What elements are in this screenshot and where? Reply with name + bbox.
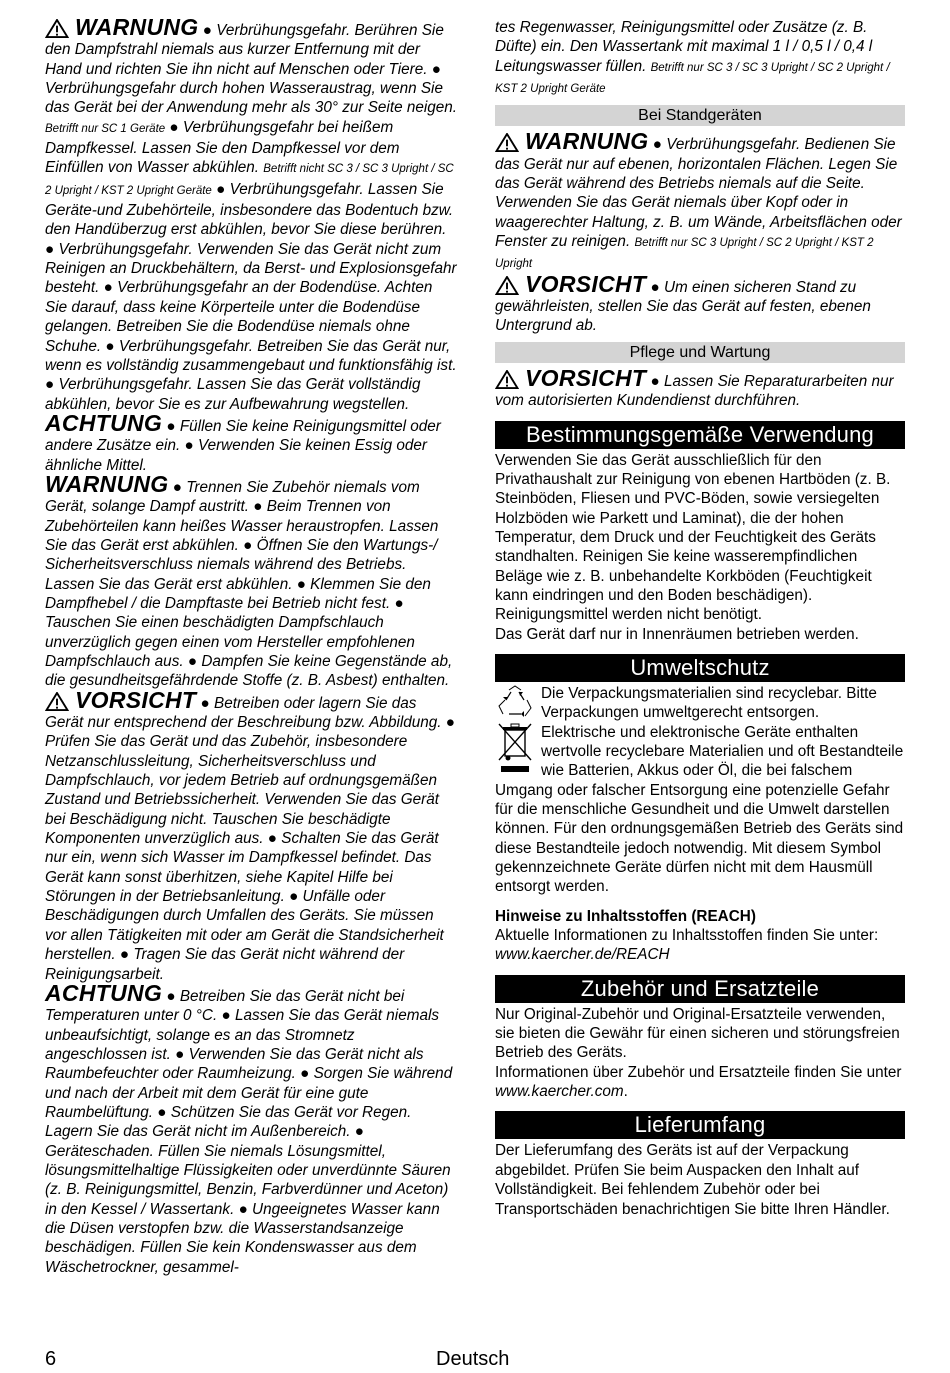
section-heading-care: Pflege und Wartung <box>495 342 905 363</box>
continued-text: tes Regenwasser, Reinigungsmittel oder Zusätze (z. B. Düfte) ein. Den Wassertank mit maximal 1 l / 0,5 l / 0,4 l Leitungswasser füllen. <box>495 19 873 75</box>
scope-of-delivery-text: Der Lieferumfang des Geräts ist auf der Verpackung abgebildet. Prüfen Sie beim Auspacken den Inhalt auf Vollständigkeit. Bei fehlendem Zubehör oder bei Transportschäden benachrichtigen Sie bitte Ihren Händler. <box>495 1142 890 1218</box>
section-heading-scope-of-delivery: Lieferumfang <box>495 1111 905 1139</box>
warning-triangle-icon <box>45 692 69 711</box>
intended-use-text-3: Das Gerät darf nur in Innenräumen betrieben werden. <box>495 625 859 643</box>
accessories-info-paragraph <box>495 1063 905 1102</box>
recycle-icon <box>495 684 535 722</box>
page-number: 6 <box>45 1348 57 1370</box>
attention-paragraph <box>45 409 457 475</box>
intended-use-text-2: Reinigungsmittel werden nicht benötigt. <box>495 606 763 624</box>
right-column <box>495 18 905 1219</box>
caution-text: ● Lassen Sie Reparaturarbeiten nur vom autorisierten Kundendienst durchführen. <box>495 372 894 410</box>
attention-keyword: ACHTUNG <box>45 409 163 436</box>
environment-block <box>495 684 905 897</box>
accessories-text: Nur Original-Zubehör und Original-Ersatzteile verwenden, sie bieten die Gewähr für einen sicheren und störungsfreien Betrieb des Geräts. <box>495 1005 900 1062</box>
standing-warning-paragraph <box>495 128 905 274</box>
environment-icons <box>495 684 537 778</box>
crossed-bin-icon <box>495 722 535 778</box>
model-note: Betrifft nicht SC 3 / SC 3 Upright / SC 2 Upright / KST 2 Upright Geräte <box>45 163 454 197</box>
caution-keyword: VORSICHT <box>75 686 197 713</box>
warning-triangle-icon <box>495 133 519 152</box>
caution-keyword: VORSICHT <box>525 270 647 297</box>
reach-text: Aktuelle Informationen zu Inhaltsstoffen finden Sie unter: <box>495 927 879 945</box>
warning-text: ● Verbrühungsgefahr. Lassen Sie Geräte-und Zubehörteile, insbesondere das Bodentuch bzw. den Handüberzug erst abkühlen, bevor Sie diese berühren. ● Verbrühungsgefahr. Verwenden Sie das Gerät nicht zum Reinigen an Druckbehältern, da Berst- und Explosionsgefahr besteht. ● Verbrühungsgefahr an der Bodendüse. Achten Sie darauf, dass keine Körperteile unter die Bodendüse gelangen. Betreiben Sie die Bodendüse niemals ohne Schuhe. ● Verbrühungsgefahr. Betreiben Sie das Gerät nur, wenn es vollständig zusammengebaut und funktionsfähig ist. ● Verbrühungsgefahr. Lassen Sie das Gerät vollständig abkühlen, bevor Sie es zur Aufbewahrung wegstellen. <box>45 180 457 413</box>
section-heading-environment: Umweltschutz <box>495 654 905 682</box>
warning-triangle-icon <box>45 19 69 38</box>
reach-title: Hinweise zu Inhaltsstoffen (REACH) <box>495 907 756 925</box>
warning-keyword: WARNUNG <box>45 470 169 497</box>
attention-text: ● Füllen Sie keine Reinigungsmittel oder andere Zusätze ein. ● Verwenden Sie keinen Essig oder ähnliche Mittel. <box>45 417 441 474</box>
warning-keyword: WARNUNG <box>525 128 649 155</box>
attention-keyword: ACHTUNG <box>45 979 163 1006</box>
model-note: Betrifft nur SC 1 Geräte <box>45 122 166 135</box>
packaging-recycle-text: Die Verpackungsmaterialien sind recyclebar. Bitte Verpackungen umweltgerecht entsorgen. <box>541 684 877 722</box>
page-language: Deutsch <box>436 1348 510 1370</box>
warning-accessory-paragraph <box>45 470 457 691</box>
section-heading-intended-use: Bestimmungsgemäße Verwendung <box>495 421 905 449</box>
left-column <box>45 14 458 1277</box>
reach-link[interactable]: www.kaercher.de/REACH <box>495 946 670 964</box>
caution-keyword: VORSICHT <box>525 364 647 391</box>
section-heading-standing-devices: Bei Standgeräten <box>495 105 905 126</box>
standing-caution-paragraph <box>495 270 905 336</box>
warning-text: ● Trennen Sie Zubehör niemals vom Gerät, solange Dampf austritt. ● Beim Trennen von Zubehörteilen kann heißes Wasser heraustropfen. Lassen Sie das Gerät erst abkühlen. ● Öffnen Sie den Wartungs-/ Sicherheitsverschluss niemals während des Betriebs. Lassen Sie das Gerät erst abkühlen. ● Klemmen Sie den Dampfhebel / die Dampftaste bei Betrieb nicht fest. ● Tauschen Sie einen beschädigten Dampfschlauch unverzüglich gegen einen vom Hersteller empfohlenen Dampfschlauch aus. ● Dampfen Sie keine Gegenstände ab, die gesundheitsgefährdende Stoffe (z. B. Asbest) enthalten. <box>45 478 453 690</box>
continued-paragraph <box>495 18 905 99</box>
model-note: Betrifft nur SC 3 / SC 3 Upright / SC 2 Upright / KST 2 Upright Geräte <box>495 61 890 96</box>
caution-paragraph <box>45 686 457 984</box>
warning-scald-paragraph <box>45 14 458 414</box>
care-caution-paragraph <box>495 364 905 411</box>
sentence-end: . <box>623 1083 628 1101</box>
accessories-info-text: Informationen über Zubehör und Ersatzteile finden Sie unter <box>495 1063 902 1081</box>
attention-text: ● Betreiben Sie das Gerät nicht bei Temperaturen unter 0 °C. ● Lassen Sie das Gerät niemals unbeaufsichtigt, solange es an das Stromnetz angeschlossen ist. ● Verwenden Sie das Gerät nicht als Raumbefeuchter oder Raumheizung. ● Sorgen Sie während und nach der Arbeit mit dem Gerät für eine gute Raumbelüftung. ● Schützen Sie das Gerät vor Regen. Lagern Sie das Gerät nicht im Außenbereich. ● Geräteschaden. Füllen Sie niemals Lösungsmittel, lösungsmittelhaltige Flüssigkeiten oder unverdünnte Säuren (z. B. Reinigungsmittel, Benzin, Farbverdünner und Aceton) in den Kessel / Wassertank. ● Ungeeignetes Wasser kann die Düsen verstopfen bzw. die Wasserstandsanzeige beschädigen. Füllen Sie kein Kondenswasser aus dem Wäschetrockner, gesammel- <box>45 987 453 1276</box>
electronics-disposal-text: Elektrische und elektronische Geräte enthalten wertvolle recyclebare Materialien und oft Bestandteile wie Batterien, Akkus oder Öl, die bei falschem Umgang oder falscher Entsorgung eine potenzielle Gefahr für die menschliche Gesundheit und die Umwelt darstellen können. Für den ordnungsgemäßen Betrieb des Geräts sind diese Bestandteile jedoch notwendig. Mit diesem Symbol gekennzeichnete Geräte dürfen nicht mit dem Hausmüll entsorgt werden. <box>495 723 904 896</box>
warning-keyword: WARNUNG <box>75 14 199 40</box>
caution-text: ● Betreiben oder lagern Sie das Gerät nur entsprechend der Beschreibung bzw. Abbildung. ● Prüfen Sie das Gerät und das Zubehör, insbesondere Netzanschlussleitung, Sicherheitsverschluss und Dampfschlauch, vor jedem Betrieb auf ordnungsgemäßen Zustand und Betriebssicherheit. Verwenden Sie das Gerät bei Beschädigung nicht. Tauschen Sie beschädigte Komponenten unverzüglich aus. ● Schalten Sie das Gerät nur ein, wenn sich Wasser im Dampfkessel befindet. Das Gerät kann sonst überhitzen, siehe Kapitel Hilfe bei Störungen in der Betriebsanleitung. ● Unfälle oder Beschädigungen durch Umfallen des Geräts. Sie müssen vor allen Tätigkeiten mit oder am Gerät die Standsicherheit herstellen. ● Tragen Sie das Gerät nicht während der Reinigungsarbeit. <box>45 694 456 983</box>
attention-paragraph-2 <box>45 979 457 1277</box>
intended-use-text: Verwenden Sie das Gerät ausschließlich für den Privathaushalt zur Reinigung von ebenen Hartböden (z. B. Steinböden, Fliesen und PVC-Böden, sowie versiegelten Holzböden wie Parkett und Laminat), die der hohen Temperatur, dem Druck und der Feuchtigkeit des Geräts standhalten. Reinigen Sie keine wasserempfindlichen Beläge wie z. B. unbehandelte Korkböden (Feuchtigkeit kann eindringen und den Boden beschädigen). <box>495 451 891 604</box>
warning-text: ● Verbrühungsgefahr. Bedienen Sie das Gerät nur auf ebenen, horizontalen Flächen. Legen Sie das Gerät während des Betriebs niemals auf die Seite. Verwenden Sie das Gerät niemals über Kopf oder in waagerechter Haltung, z. B. um Wände, Arbeitsflächen oder Fenster zu reinigen. <box>495 136 902 251</box>
caution-text: ● Um einen sicheren Stand zu gewährleisten, stellen Sie das Gerät auf festen, ebenen Untergrund ab. <box>495 278 871 335</box>
warning-text: ● Verbrühungsgefahr bei heißem Dampfkessel. Lassen Sie den Dampfkessel vor dem Einfüllen von Wasser abkühlen. <box>45 118 400 177</box>
reach-paragraph <box>495 926 905 965</box>
warning-triangle-icon <box>495 370 519 389</box>
warning-text: ● Verbrühungsgefahr. Berühren Sie den Dampfstrahl niemals aus kurzer Entfernung mit der Hand und richten Sie ihn nicht auf Menschen oder Tiere. ● Verbrühungsgefahr durch hohen Wasseraustrag, wenn Sie das Gerät bei der Anwendung mehr als 30° zur Seite neigen. <box>45 22 458 117</box>
warning-triangle-icon <box>495 276 519 295</box>
kaercher-link[interactable]: www.kaercher.com <box>495 1083 624 1101</box>
model-note: Betrifft nur SC 3 Upright / SC 2 Upright / KST 2 Upright <box>495 237 874 271</box>
section-heading-accessories: Zubehör und Ersatzteile <box>495 975 905 1003</box>
